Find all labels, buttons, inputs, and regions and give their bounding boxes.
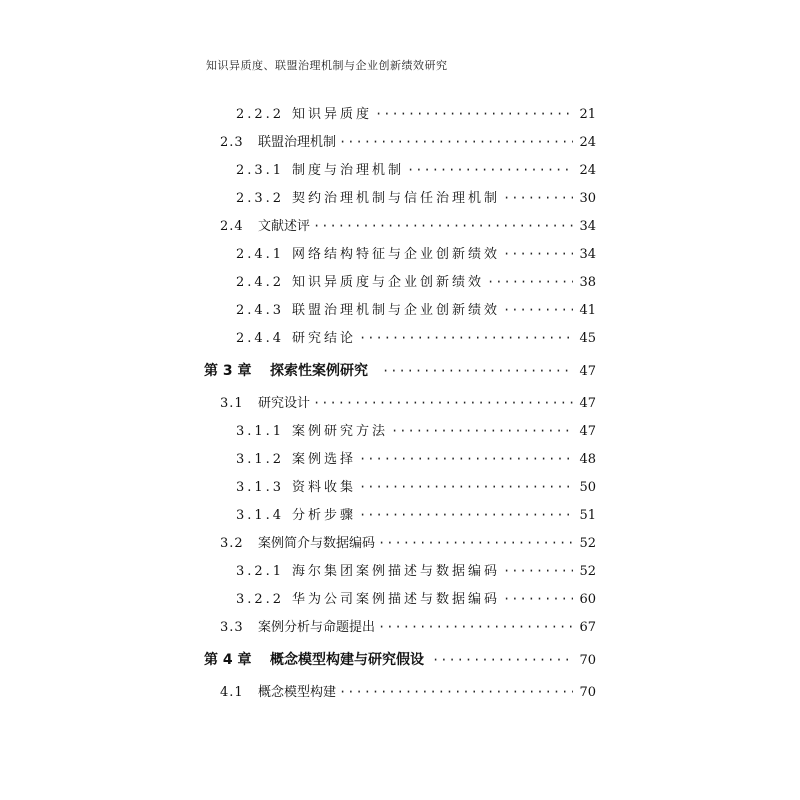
toc-title: 文献述评 <box>258 219 311 234</box>
toc-entry[interactable] <box>220 395 596 412</box>
toc-page: 51 <box>579 508 596 523</box>
toc-page: 67 <box>579 620 596 635</box>
toc-leader <box>359 330 573 347</box>
toc-leader <box>359 479 573 496</box>
toc-entry[interactable] <box>236 106 596 123</box>
toc-chapter-entry[interactable] <box>204 363 596 380</box>
toc-page: 41 <box>579 303 596 318</box>
toc-page: 48 <box>579 452 596 467</box>
toc-leader <box>382 363 573 379</box>
toc-number: 2.3.2 <box>236 191 285 206</box>
toc-number: 2.4 <box>220 219 244 234</box>
toc-page: 24 <box>579 135 596 150</box>
toc-title: 知识异质度与企业创新绩效 <box>292 275 485 290</box>
toc-page: 50 <box>579 480 596 495</box>
toc-number: 3.1.2 <box>236 452 285 467</box>
toc-leader <box>339 134 573 151</box>
toc-title: 华为公司案例描述与数据编码 <box>292 592 501 607</box>
toc-number: 2.4.2 <box>236 275 285 290</box>
toc-leader <box>359 451 573 468</box>
toc-chapter-number: 第 3 章 <box>204 363 252 379</box>
toc-leader <box>378 619 573 636</box>
toc-entry[interactable] <box>236 451 596 468</box>
toc-entry[interactable] <box>236 507 596 524</box>
toc-chapter-title: 探索性案例研究 <box>270 363 368 379</box>
toc-page: 30 <box>579 191 596 206</box>
toc-title: 案例选择 <box>292 452 357 467</box>
toc-entry[interactable] <box>236 423 596 440</box>
toc-leader <box>359 507 573 524</box>
toc-leader <box>503 302 573 319</box>
toc-number: 3.1.4 <box>236 508 285 523</box>
toc-page: 70 <box>579 685 596 700</box>
toc-entry[interactable] <box>236 190 596 207</box>
toc-page: 24 <box>579 163 596 178</box>
toc-leader <box>313 395 573 412</box>
toc-page: 38 <box>579 275 596 290</box>
toc-title: 案例分析与命题提出 <box>258 620 376 635</box>
toc-leader <box>432 652 573 668</box>
toc-number: 3.2.1 <box>236 564 285 579</box>
toc-page: 34 <box>579 247 596 262</box>
toc-leader <box>503 246 573 263</box>
toc-page: 45 <box>579 331 596 346</box>
toc-page: 47 <box>579 424 596 439</box>
toc-entry[interactable] <box>236 563 596 580</box>
toc-chapter-title: 概念模型构建与研究假设 <box>270 652 424 668</box>
toc-page: 52 <box>579 564 596 579</box>
toc-page: 47 <box>579 364 596 379</box>
toc-page: 60 <box>579 592 596 607</box>
toc-chapter-number: 第 4 章 <box>204 652 252 668</box>
toc-entry[interactable] <box>220 218 596 235</box>
toc-page: 47 <box>579 396 596 411</box>
toc-number: 2.3 <box>220 135 244 150</box>
toc-leader <box>391 423 573 440</box>
toc-page: 70 <box>579 653 596 668</box>
toc-title: 概念模型构建 <box>258 685 337 700</box>
toc-title: 联盟治理机制 <box>258 135 337 150</box>
toc-number: 4.1 <box>220 685 244 700</box>
toc-number: 3.1.3 <box>236 480 285 495</box>
toc-leader <box>313 218 573 235</box>
toc-title: 研究结论 <box>292 331 357 346</box>
toc-leader <box>503 190 573 207</box>
running-header: 知识异质度、联盟治理机制与企业创新绩效研究 <box>206 59 448 72</box>
toc-entry[interactable] <box>236 591 596 608</box>
toc-leader <box>407 162 573 179</box>
toc-chapter-entry[interactable] <box>204 652 596 669</box>
toc-number: 2.3.1 <box>236 163 285 178</box>
toc-entry[interactable] <box>236 246 596 263</box>
toc-title: 知识异质度 <box>292 107 373 122</box>
toc-number: 3.1.1 <box>236 424 285 439</box>
toc-title: 分析步骤 <box>292 508 357 523</box>
toc-entry[interactable] <box>236 302 596 319</box>
toc-leader <box>378 535 573 552</box>
toc-entry[interactable] <box>236 162 596 179</box>
toc-leader <box>487 274 573 291</box>
toc-number: 3.1 <box>220 396 244 411</box>
toc-number: 2.4.4 <box>236 331 285 346</box>
toc-number: 3.3 <box>220 620 244 635</box>
toc-number: 2.4.3 <box>236 303 285 318</box>
toc-page: 21 <box>579 107 596 122</box>
toc-entry[interactable] <box>236 330 596 347</box>
toc-entry[interactable] <box>220 619 596 636</box>
toc-number: 3.2 <box>220 536 244 551</box>
toc-leader <box>503 563 573 580</box>
toc-title: 制度与治理机制 <box>292 163 405 178</box>
toc-number: 2.4.1 <box>236 247 285 262</box>
toc-entry[interactable] <box>220 134 596 151</box>
toc-entry[interactable] <box>220 535 596 552</box>
toc-entry[interactable] <box>236 274 596 291</box>
toc-title: 资料收集 <box>292 480 357 495</box>
toc-title: 案例简介与数据编码 <box>258 536 376 551</box>
toc-number: 2.2.2 <box>236 107 285 122</box>
toc-title: 研究设计 <box>258 396 311 411</box>
toc-title: 案例研究方法 <box>292 424 389 439</box>
toc-title: 联盟治理机制与企业创新绩效 <box>292 303 501 318</box>
toc-leader <box>503 591 573 608</box>
toc-page: 52 <box>579 536 596 551</box>
toc-entry[interactable] <box>236 479 596 496</box>
toc-number: 3.2.2 <box>236 592 285 607</box>
toc-entry[interactable] <box>220 684 596 701</box>
toc-title: 海尔集团案例描述与数据编码 <box>292 564 501 579</box>
toc-leader <box>339 684 573 701</box>
toc-title: 契约治理机制与信任治理机制 <box>292 191 501 206</box>
toc-title: 网络结构特征与企业创新绩效 <box>292 247 501 262</box>
toc-leader <box>375 106 573 123</box>
toc-page: 34 <box>579 219 596 234</box>
